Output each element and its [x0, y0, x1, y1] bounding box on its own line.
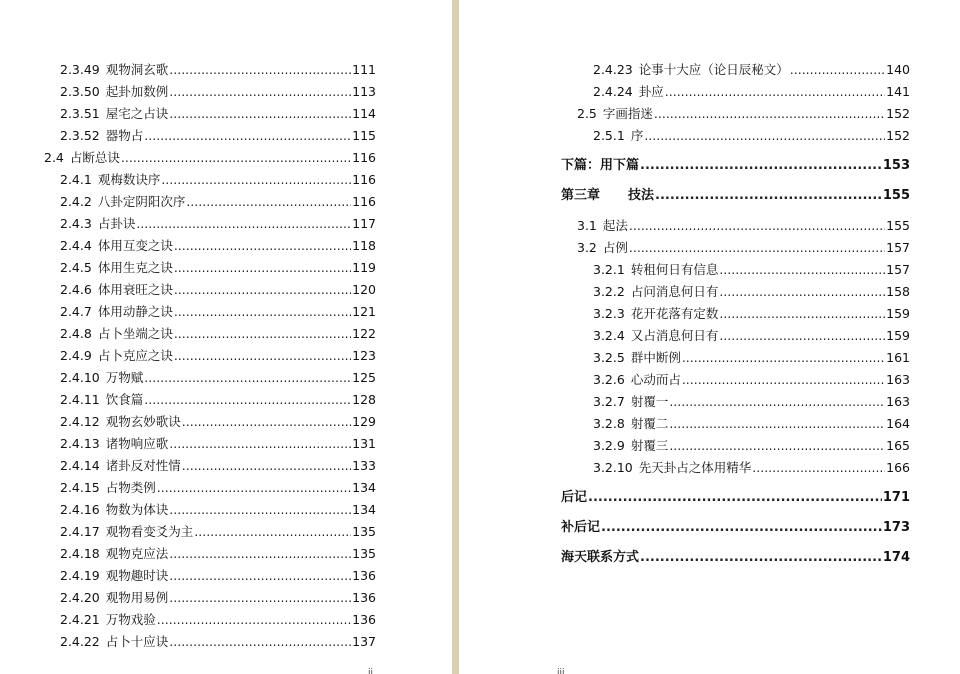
leader-dots: [169, 502, 351, 518]
toc-entry-number: 2.5.1: [593, 128, 625, 143]
toc-entry-page: 131: [352, 436, 376, 451]
toc-entry-number: 3.2.9: [593, 438, 625, 453]
toc-entry-number: 3.2.6: [593, 372, 625, 387]
toc-entry-number: 2.4.4: [60, 238, 92, 253]
toc-entry-title: 占例: [602, 240, 628, 255]
toc-entry[interactable]: [577, 218, 910, 234]
toc-entry-page: 122: [352, 326, 376, 341]
toc-entry-page: 116: [352, 150, 376, 165]
toc-entry-title: 序: [630, 128, 644, 143]
leader-dots: [174, 260, 351, 276]
toc-entry[interactable]: [44, 150, 376, 166]
toc-entry-page: 166: [886, 460, 910, 475]
toc-entry-title: 诸物响应歌: [105, 436, 169, 451]
toc-entry-page: 135: [352, 546, 376, 561]
toc-entry-page: 136: [352, 590, 376, 605]
toc-entry[interactable]: [60, 260, 376, 276]
toc-entry[interactable]: [593, 460, 910, 476]
toc-entry-page: 114: [352, 106, 376, 121]
toc-page-left: [0, 0, 452, 674]
leader-dots: [669, 416, 885, 432]
leader-dots: [169, 84, 351, 100]
toc-entry-number: 2.4.24: [593, 84, 633, 99]
toc-entry-page: 174: [882, 550, 910, 565]
toc-entry-number: 2.4.18: [60, 546, 100, 561]
toc-entry-title: 用下篇: [600, 158, 640, 173]
toc-entry[interactable]: [593, 262, 910, 278]
leader-dots: [629, 218, 885, 234]
toc-entry-number: 2.4.1: [60, 172, 92, 187]
leader-dots: [174, 326, 351, 342]
toc-entry-title: 占断总诀: [69, 150, 120, 165]
toc-entry[interactable]: [60, 392, 376, 408]
toc-entry[interactable]: [60, 172, 376, 188]
toc-entry-title: 转租何日有信息: [630, 262, 719, 277]
leader-dots: [669, 394, 885, 410]
toc-entry-page: 173: [882, 520, 910, 535]
toc-entry[interactable]: [60, 304, 376, 320]
toc-entry-number: 2.3.50: [60, 84, 100, 99]
toc-entry-number: 2.4.11: [60, 392, 100, 407]
toc-entry[interactable]: [60, 84, 376, 100]
toc-entry-page: 158: [886, 284, 910, 299]
toc-entry-page: 118: [352, 238, 376, 253]
toc-entry-title: 占卜十应诀: [105, 634, 169, 649]
toc-entry-page: 116: [352, 172, 376, 187]
toc-entry-title: 卦应: [638, 84, 664, 99]
toc-entry-number: 2.4.21: [60, 612, 100, 627]
toc-entry-page: 117: [352, 216, 376, 231]
toc-entry[interactable]: [593, 350, 910, 366]
toc-entry-title: 观梅数诀序: [97, 172, 161, 187]
toc-entry[interactable]: [60, 414, 376, 430]
toc-entry-number: 3.2.2: [593, 284, 625, 299]
toc-entry[interactable]: [60, 326, 376, 342]
toc-entry[interactable]: [593, 128, 910, 144]
leader-dots: [629, 240, 885, 256]
leader-dots: [182, 414, 351, 430]
toc-section-heading[interactable]: [561, 490, 910, 506]
leader-dots: [169, 568, 351, 584]
leader-dots: [669, 438, 885, 454]
toc-entry-title: 体用互变之诀: [97, 238, 173, 253]
toc-entry[interactable]: [60, 568, 376, 584]
toc-entry-title: 先天卦占之体用精华: [638, 460, 752, 475]
toc-entry-title: 群中断例: [630, 350, 681, 365]
toc-entry-page: 128: [352, 392, 376, 407]
leader-dots: [144, 392, 351, 408]
toc-entry-title: 观物看变爻为主: [105, 524, 194, 539]
toc-entry-page: 129: [352, 414, 376, 429]
toc-entry-page: 152: [886, 106, 910, 121]
toc-entry-number: 2.4.20: [60, 590, 100, 605]
toc-entry-page: 157: [886, 262, 910, 277]
toc-entry-page: 137: [352, 634, 376, 649]
toc-entry[interactable]: [577, 106, 910, 122]
toc-entry-number: 2.4.8: [60, 326, 92, 341]
toc-entry-title: 补后记: [561, 520, 601, 535]
toc-entry-title: 体用衰旺之诀: [97, 282, 173, 297]
toc-entry-number: 2.4.15: [60, 480, 100, 495]
page-gutter: [452, 0, 459, 674]
leader-dots: [752, 460, 885, 476]
toc-entry-number: 第三章: [561, 188, 601, 203]
leader-dots: [194, 524, 351, 540]
toc-entry-title: 射覆三: [630, 438, 669, 453]
toc-entry[interactable]: [60, 238, 376, 254]
toc-entry-number: 2.4: [44, 150, 64, 165]
toc-entry-title: 八卦定阴阳次序: [97, 194, 186, 209]
toc-entry-page: 164: [886, 416, 910, 431]
toc-entry-page: 125: [352, 370, 376, 385]
leader-dots: [174, 348, 351, 364]
leader-dots: [665, 84, 885, 100]
toc-entry-number: 2.4.3: [60, 216, 92, 231]
leader-dots: [719, 284, 885, 300]
toc-entry[interactable]: [593, 328, 910, 344]
leader-dots: [144, 370, 351, 386]
toc-entry-title: 心动而占: [630, 372, 681, 387]
toc-entry-page: 159: [886, 328, 910, 343]
toc-entry-number: 2.4.23: [593, 62, 633, 77]
toc-part-heading[interactable]: [561, 158, 910, 174]
toc-entry-number: 3.2.5: [593, 350, 625, 365]
toc-entry[interactable]: [60, 480, 376, 496]
toc-entry-title: 万物赋: [105, 370, 144, 385]
toc-entry-page: 163: [886, 394, 910, 409]
toc-entry-title: 技法: [628, 188, 655, 203]
toc-entry[interactable]: [60, 348, 376, 364]
toc-entry-page: 140: [886, 62, 910, 77]
toc-entry-page: 155: [882, 188, 910, 203]
page-footer-number: iii: [557, 668, 565, 674]
toc-entry[interactable]: [60, 106, 376, 122]
toc-entry-number: 3.2.3: [593, 306, 625, 321]
toc-entry-title: 海天联系方式: [561, 550, 640, 565]
toc-entry-page: 113: [352, 84, 376, 99]
toc-page-right: [459, 0, 960, 674]
toc-entry-title: 字画指迷: [602, 106, 653, 121]
toc-entry[interactable]: [60, 612, 376, 628]
toc-entry-page: 133: [352, 458, 376, 473]
toc-entry-number: 2.4.16: [60, 502, 100, 517]
toc-entry-number: 2.4.19: [60, 568, 100, 583]
toc-entry-page: 111: [352, 62, 376, 77]
leader-dots: [174, 282, 351, 298]
leader-dots: [169, 546, 351, 562]
toc-entry-page: 135: [352, 524, 376, 539]
toc-entry-page: 123: [352, 348, 376, 363]
leader-dots: [186, 194, 351, 210]
toc-entry-page: 141: [886, 84, 910, 99]
leader-dots: [640, 550, 882, 566]
toc-entry-title: 占物类例: [105, 480, 156, 495]
toc-entry[interactable]: [60, 370, 376, 386]
toc-entry-page: 121: [352, 304, 376, 319]
toc-entry[interactable]: [577, 240, 910, 256]
page-footer-number: ii: [368, 668, 374, 674]
leader-dots: [655, 188, 882, 204]
toc-entry-page: 161: [886, 350, 910, 365]
toc-entry-number: 2.4.13: [60, 436, 100, 451]
toc-entry-number: 2.4.17: [60, 524, 100, 539]
toc-entry[interactable]: [60, 590, 376, 606]
toc-entry[interactable]: [60, 458, 376, 474]
toc-entry-title: 占卜坐端之诀: [97, 326, 173, 341]
toc-entry-title: 观物克应法: [105, 546, 169, 561]
toc-entry-title: 体用动静之诀: [97, 304, 173, 319]
leader-dots: [719, 328, 885, 344]
toc-entry-title: 万物戏验: [105, 612, 156, 627]
leader-dots: [682, 350, 885, 366]
leader-dots: [169, 590, 351, 606]
toc-entry-page: 159: [886, 306, 910, 321]
leader-dots: [601, 520, 882, 536]
toc-entry-title: 观物用易例: [105, 590, 169, 605]
toc-entry-number: 2.3.51: [60, 106, 100, 121]
toc-entry-title: 观物趣时诀: [105, 568, 169, 583]
toc-entry-title: 射覆二: [630, 416, 669, 431]
toc-entry-page: 163: [886, 372, 910, 387]
toc-entry-title: 射覆一: [630, 394, 669, 409]
toc-entry-title: 后记: [561, 490, 588, 505]
toc-section-heading[interactable]: [561, 550, 910, 566]
leader-dots: [144, 128, 351, 144]
toc-entry-page: 136: [352, 568, 376, 583]
toc-entry[interactable]: [593, 394, 910, 410]
toc-entry-number: 3.2.8: [593, 416, 625, 431]
toc-entry-page: 116: [352, 194, 376, 209]
toc-entry[interactable]: [60, 546, 376, 562]
toc-entry-title: 观物洞玄歌: [105, 62, 169, 77]
toc-entry-title: 又占消息何日有: [630, 328, 719, 343]
toc-entry-number: 3.2.4: [593, 328, 625, 343]
toc-entry[interactable]: [60, 128, 376, 144]
leader-dots: [654, 106, 885, 122]
toc-entry-page: 115: [352, 128, 376, 143]
toc-entry-number: 2.4.7: [60, 304, 92, 319]
leader-dots: [169, 634, 351, 650]
leader-dots: [174, 238, 351, 254]
toc-entry[interactable]: [593, 438, 910, 454]
toc-entry-title: 占卜克应之诀: [97, 348, 173, 363]
toc-entry-number: 2.4.2: [60, 194, 92, 209]
leader-dots: [169, 436, 351, 452]
leader-dots: [644, 128, 885, 144]
leader-dots: [121, 150, 351, 166]
toc-chapter-heading[interactable]: [561, 188, 910, 204]
toc-entry-title: 器物占: [105, 128, 144, 143]
toc-entry[interactable]: [593, 306, 910, 322]
toc-entry[interactable]: [60, 62, 376, 78]
toc-entry-title: 诸卦反对性情: [105, 458, 181, 473]
leader-dots: [640, 158, 882, 174]
leader-dots: [157, 612, 351, 628]
toc-entry[interactable]: [593, 62, 910, 78]
toc-entry-number: 3.2.1: [593, 262, 625, 277]
toc-entry[interactable]: [593, 284, 910, 300]
toc-entry-number: 2.4.5: [60, 260, 92, 275]
toc-entry-title: 饮食篇: [105, 392, 144, 407]
toc-entry-page: 134: [352, 502, 376, 517]
toc-entry-page: 171: [882, 490, 910, 505]
toc-entry-title: 占问消息何日有: [630, 284, 719, 299]
toc-entry-number: 2.4.14: [60, 458, 100, 473]
leader-dots: [157, 480, 351, 496]
toc-entry-page: 153: [882, 158, 910, 173]
toc-entry-page: 136: [352, 612, 376, 627]
leader-dots: [719, 306, 885, 322]
toc-entry-page: 152: [886, 128, 910, 143]
toc-entry[interactable]: [60, 282, 376, 298]
toc-entry-title: 占卦诀: [97, 216, 136, 231]
leader-dots: [719, 262, 885, 278]
toc-entry-number: 3.2.10: [593, 460, 633, 475]
leader-dots: [174, 304, 351, 320]
leader-dots: [790, 62, 885, 78]
toc-entry-number: 2.4.10: [60, 370, 100, 385]
toc-section-heading[interactable]: [561, 520, 910, 536]
toc-entry-page: 134: [352, 480, 376, 495]
toc-entry-page: 155: [886, 218, 910, 233]
leader-dots: [588, 490, 882, 506]
leader-dots: [169, 106, 351, 122]
leader-dots: [169, 62, 351, 78]
toc-entry-number: 2.3.49: [60, 62, 100, 77]
toc-entry-number: 3.2.7: [593, 394, 625, 409]
toc-entry-number: 下篇：: [561, 158, 601, 173]
toc-entry[interactable]: [60, 194, 376, 210]
toc-entry[interactable]: [60, 436, 376, 452]
toc-entry-number: 3.1: [577, 218, 597, 233]
leader-dots: [136, 216, 351, 232]
toc-entry-title: 物数为体诀: [105, 502, 169, 517]
toc-entry-number: 2.5: [577, 106, 597, 121]
toc-entry-title: 起卦加数例: [105, 84, 169, 99]
toc-entry-page: 120: [352, 282, 376, 297]
toc-entry-number: 2.3.52: [60, 128, 100, 143]
toc-entry[interactable]: [60, 634, 376, 650]
toc-entry-title: 花开花落有定数: [630, 306, 719, 321]
toc-entry[interactable]: [60, 524, 376, 540]
toc-entry-number: 2.4.12: [60, 414, 100, 429]
toc-entry[interactable]: [60, 502, 376, 518]
toc-entry[interactable]: [593, 372, 910, 388]
leader-dots: [682, 372, 885, 388]
toc-entry-number: 2.4.9: [60, 348, 92, 363]
toc-entry-title: 观物玄妙歌诀: [105, 414, 181, 429]
toc-entry-title: 论事十大应（论日辰秘文）: [638, 62, 789, 77]
leader-dots: [182, 458, 351, 474]
toc-entry-title: 体用生克之诀: [97, 260, 173, 275]
toc-entry-title: 起法: [602, 218, 628, 233]
toc-entry-title: 屋宅之占诀: [105, 106, 169, 121]
toc-entry[interactable]: [60, 216, 376, 232]
toc-entry[interactable]: [593, 416, 910, 432]
toc-entry-number: 2.4.22: [60, 634, 100, 649]
toc-entry-page: 119: [352, 260, 376, 275]
toc-entry-number: 3.2: [577, 240, 597, 255]
toc-entry-number: 2.4.6: [60, 282, 92, 297]
toc-entry-page: 165: [886, 438, 910, 453]
toc-entry-page: 157: [886, 240, 910, 255]
toc-entry[interactable]: [593, 84, 910, 100]
leader-dots: [161, 172, 351, 188]
